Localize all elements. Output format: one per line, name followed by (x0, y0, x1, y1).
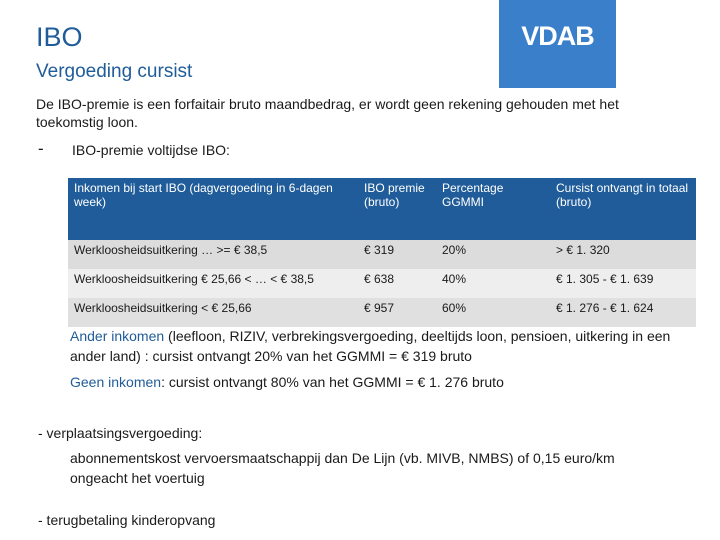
cell-percentage: 60% (436, 298, 550, 327)
cell-premium: € 957 (358, 298, 436, 327)
cell-income: Werkloosheidsuitkering € 25,66 < … < € 38,5 (68, 269, 358, 298)
logo-text: VDAB (521, 21, 594, 51)
header-income: Inkomen bij start IBO (dagvergoeding in 6-dagen week) (68, 178, 358, 240)
no-income-text: : cursist ontvangt 80% van het GGMMI = € 1. 276 bruto (161, 374, 504, 390)
childcare-item: - terugbetaling kinderopvang (38, 512, 216, 528)
cell-premium: € 638 (358, 269, 436, 298)
cell-income: Werkloosheidsuitkering … >= € 38,5 (68, 240, 358, 269)
table-row (68, 298, 696, 327)
bullet-dash: - (38, 139, 44, 158)
other-income-label: Ander inkomen (70, 328, 165, 344)
cell-premium: € 319 (358, 240, 436, 269)
travel-heading: - verplaatsingsvergoeding: (38, 425, 203, 441)
cell-percentage: 40% (436, 269, 550, 298)
table-row (68, 269, 696, 298)
no-income-note (70, 372, 504, 392)
ibo-premium-table (68, 178, 696, 327)
travel-text: abonnementskost vervoersmaatschappij dan De Lijn (vb. MIVB, NMBS) of 0,15 euro/km ongeacht het voertuig (70, 450, 615, 486)
header-total: Cursist ontvangt in totaal (bruto) (550, 178, 696, 240)
cell-income: Werkloosheidsuitkering < € 25,66 (68, 298, 358, 327)
page-subtitle: Vergoeding cursist (36, 61, 193, 82)
header-percentage: Percentage GGMMI (436, 178, 550, 240)
other-income-note (70, 326, 690, 366)
table-header-row (68, 178, 696, 240)
cell-total: € 1. 276 - € 1. 624 (550, 298, 696, 327)
page-title: IBO (36, 22, 83, 52)
cell-total: > € 1. 320 (550, 240, 696, 269)
intro-text: De IBO-premie is een forfaitair bruto maandbedrag, er wordt geen rekening gehouden met het toekomstig loon. (36, 96, 619, 130)
cell-percentage: 20% (436, 240, 550, 269)
vdab-logo (499, 0, 616, 88)
table-row (68, 240, 696, 269)
header-premium: IBO premie (bruto) (358, 178, 436, 240)
no-income-label: Geen inkomen (70, 374, 162, 390)
bullet-text: IBO-premie voltijdse IBO: (72, 142, 230, 158)
other-income-text: (leefloon, RIZIV, verbrekingsvergoeding, deeltijds loon, pensioen, uitkering in een ander land) : cursist ontvangt 20% van het GGMMI = € 319 bruto (70, 328, 671, 364)
cell-total: € 1. 305 - € 1. 639 (550, 269, 696, 298)
